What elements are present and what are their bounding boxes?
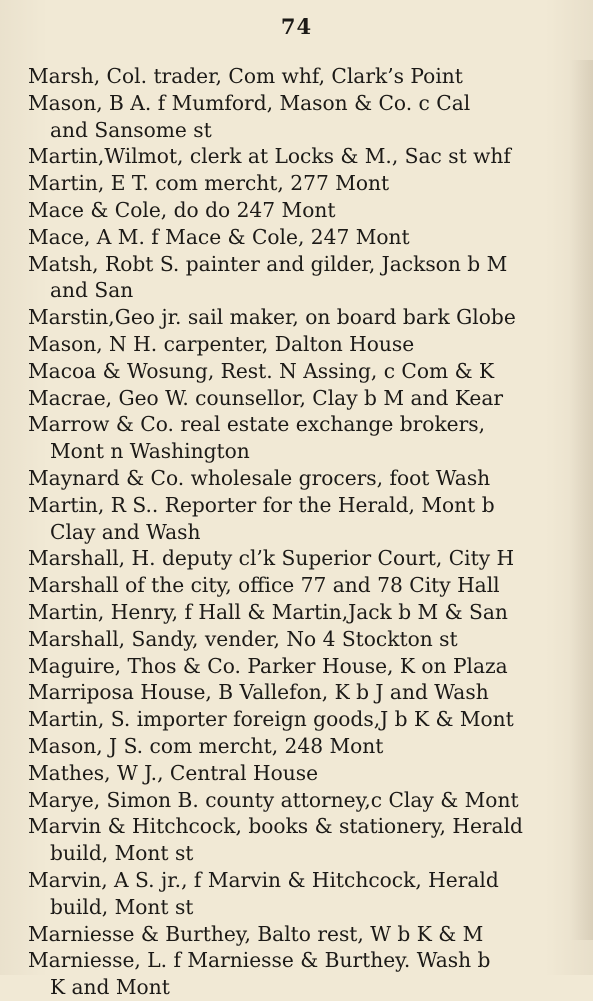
entry-line: Macrae, Geo W. counsellor, Clay b M and Kear xyxy=(28,385,504,410)
entry-line: Mace & Cole, do do 247 Mont xyxy=(28,197,336,222)
entry-line: Marsh, Col. trader, Com whf, Clark’s Point xyxy=(28,64,463,88)
directory-entry xyxy=(28,304,573,331)
directory-entry xyxy=(28,251,573,305)
entry-continuation-line: build, Mont st xyxy=(50,841,194,866)
directory-entry xyxy=(28,947,573,1001)
directory-entry xyxy=(28,813,573,867)
entry-line: Mason, J S. com mercht, 248 Mont xyxy=(28,733,384,758)
entry-line: Marriposa House, B Vallefon, K b J and Wash xyxy=(28,680,489,705)
directory-entry xyxy=(28,224,573,251)
directory-entry xyxy=(28,358,573,385)
directory-entry xyxy=(28,465,573,492)
directory-entry xyxy=(28,197,573,224)
directory-entry xyxy=(28,545,573,572)
entry-line: Mason, N H. carpenter, Dalton House xyxy=(28,331,415,356)
directory-entry xyxy=(28,599,573,626)
entry-continuation-line: build, Mont st xyxy=(50,894,194,919)
directory-entry xyxy=(28,170,573,197)
directory-entry xyxy=(28,143,573,170)
entry-line: Martin,Wilmot, clerk at Locks & M., Sac st whf xyxy=(28,144,511,169)
entry-line: Marstin,Geo jr. sail maker, on board bark Globe xyxy=(28,305,516,330)
entry-line: Martin, Henry, f Hall & Martin,Jack b M & San xyxy=(28,599,508,624)
entry-line: Marye, Simon B. county attorney,c Clay & Mont xyxy=(28,787,519,812)
directory-entry xyxy=(28,411,573,465)
entry-line: Marvin & Hitchcock, books & stationery, Herald xyxy=(28,814,523,839)
directory-entry xyxy=(28,760,573,787)
facing-page-bleed xyxy=(569,60,593,940)
entry-continuation-line: and Sansome st xyxy=(50,117,212,142)
entry-line: Mason, B A. f Mumford, Mason & Co. c Cal xyxy=(28,90,471,115)
directory-entries xyxy=(28,63,573,1001)
directory-entry xyxy=(28,787,573,814)
directory-entry xyxy=(28,733,573,760)
entry-line: Mace, A M. f Mace & Cole, 247 Mont xyxy=(28,224,410,249)
entry-line: Matsh, Robt S. painter and gilder, Jackson b M xyxy=(28,251,508,276)
entry-continuation-line: and San xyxy=(50,278,134,303)
entry-line: Macoa & Wosung, Rest. N Assing, c Com & K xyxy=(28,358,495,383)
entry-line: Martin, R S.. Reporter for the Herald, Mont b xyxy=(28,492,495,517)
entry-line: Marshall of the city, office 77 and 78 City Hall xyxy=(28,573,500,598)
entry-line: Marvin, A S. jr., f Marvin & Hitchcock, Herald xyxy=(28,867,499,892)
directory-entry xyxy=(28,331,573,358)
entry-line: Marshall, H. deputy cl’k Superior Court, City H xyxy=(28,546,515,571)
entry-line: Marshall, Sandy, vender, No 4 Stockton st xyxy=(28,626,458,651)
entry-line: Mathes, W J., Central House xyxy=(28,760,319,785)
entry-continuation-line: Clay and Wash xyxy=(50,519,201,544)
directory-entry xyxy=(28,90,573,144)
entry-line: Maynard & Co. wholesale grocers, foot Wash xyxy=(28,465,491,490)
entry-line: Maguire, Thos & Co. Parker House, K on Plaza xyxy=(28,653,508,678)
entry-line: Marniesse & Burthey, Balto rest, W b K & M xyxy=(28,921,484,946)
directory-entry xyxy=(28,572,573,599)
directory-entry xyxy=(28,706,573,733)
entry-line: Marrow & Co. real estate exchange brokers, xyxy=(28,412,486,437)
directory-entry xyxy=(28,492,573,546)
directory-entry xyxy=(28,867,573,921)
entry-continuation-line: Mont n Washington xyxy=(50,439,250,464)
entry-line: Marniesse, L. f Marniesse & Burthey. Wash b xyxy=(28,948,491,973)
directory-entry xyxy=(28,679,573,706)
page-number: 74 xyxy=(280,14,313,39)
entry-line: Martin, E T. com mercht, 277 Mont xyxy=(28,171,390,196)
directory-entry xyxy=(28,921,573,948)
directory-entry xyxy=(28,385,573,412)
directory-entry xyxy=(28,653,573,680)
directory-entry xyxy=(28,626,573,653)
directory-entry xyxy=(28,63,573,90)
entry-line: Martin, S. importer foreign goods,J b K & Mont xyxy=(28,707,514,732)
entry-continuation-line: K and Mont xyxy=(50,975,170,1000)
